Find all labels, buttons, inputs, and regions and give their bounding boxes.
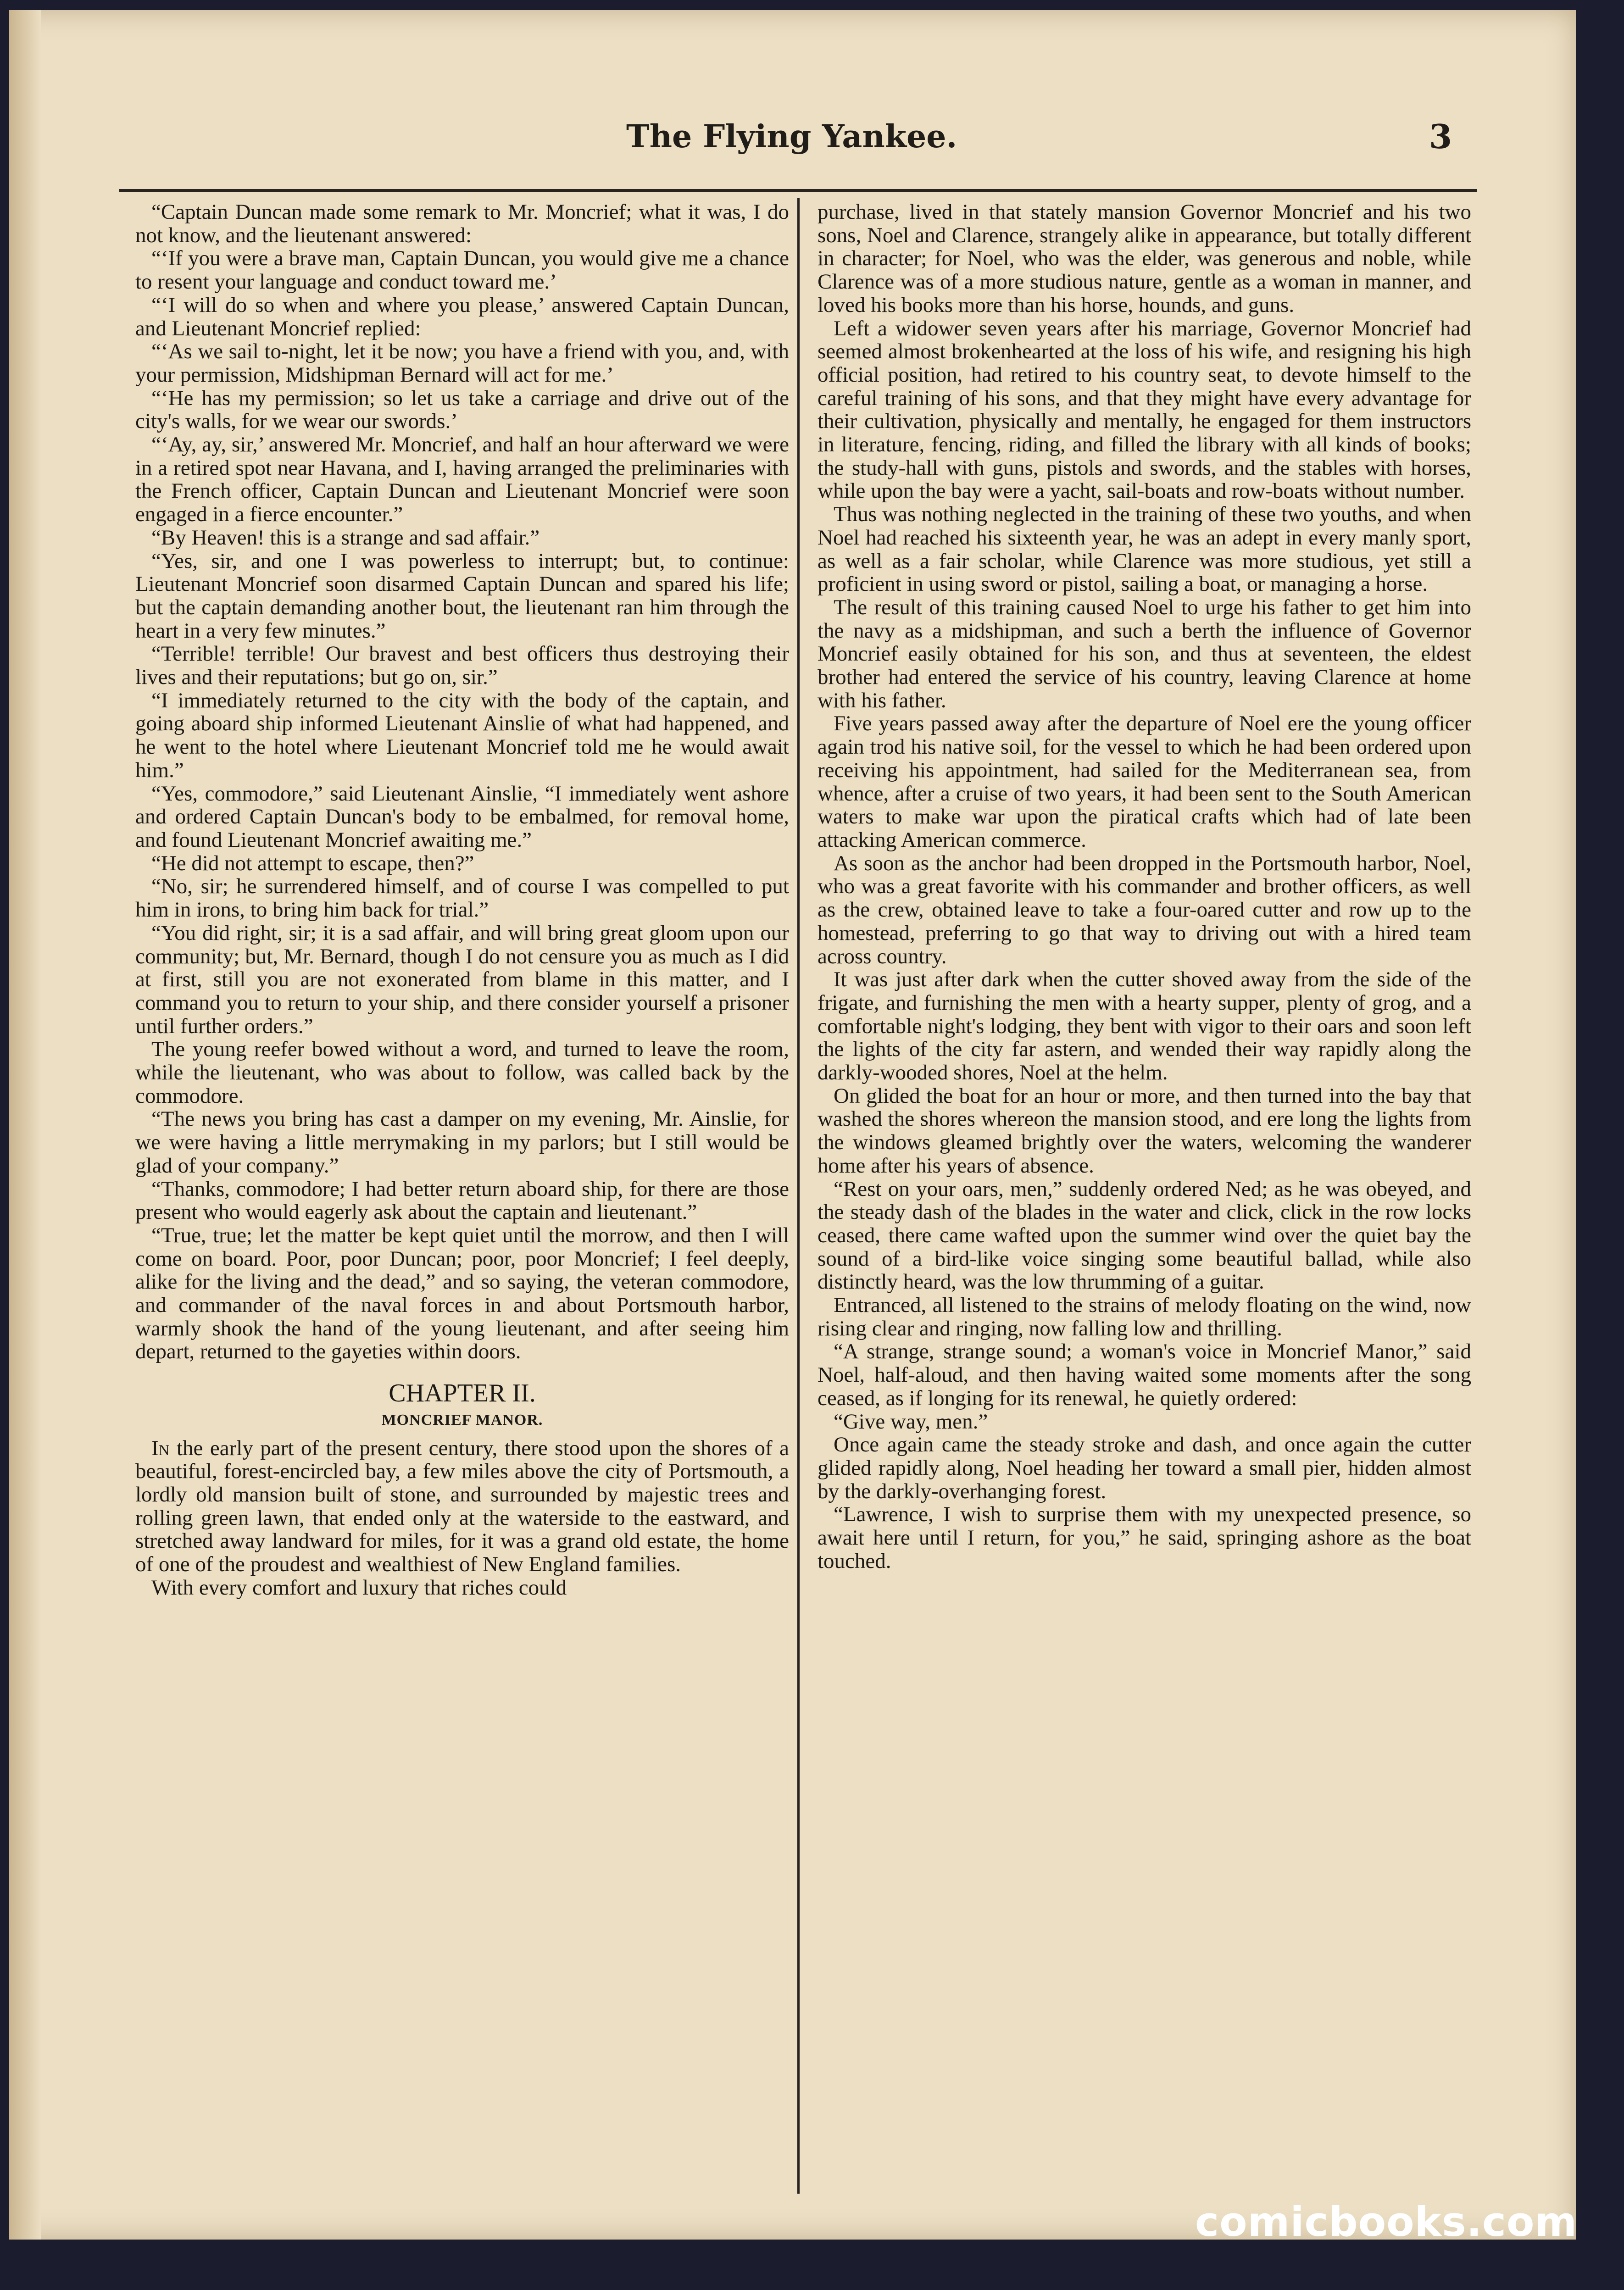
chapter-heading: CHAPTER II. <box>389 1379 536 1408</box>
paragraph: “Captain Duncan made some remark to Mr. Moncrief; what it was, I do not know, and the lieutenant answered: <box>135 200 789 247</box>
paragraph: “Rest on your oars, men,” suddenly ordered Ned; as he was obeyed, and the steady dash of the blades in the water and click, click in the row locks ceased, there came wafted upon the summer wind over the quiet bay the sound of a bird-like voice singing some beautiful ballad, while also distinctly heard, was the low thrumming of a guitar. <box>818 1177 1471 1294</box>
paragraph: “‘Ay, ay, sir,’ answered Mr. Moncrief, and half an hour afterward we were in a retired spot near Havana, and I, having arranged the preliminaries with the French officer, Captain Duncan and Lieutenant Moncrief were soon engaged in a fierce encounter.” <box>135 433 789 527</box>
paragraph: Once again came the steady stroke and dash, and once again the cutter glided rapidly along, Noel heading her toward a small pier, hidden almost by the darkly-overhanging forest. <box>818 1433 1471 1503</box>
paragraph: “He did not attempt to escape, then?” <box>151 851 474 875</box>
paragraph: Left a widower seven years after his marriage, Governor Moncrief had seemed almost brokenhearted at the loss of his wife, and resigning his high official position, had retired to his country seat, to devote himself to the careful training of his sons, and that they might have every advantage for their cultivation, physically and mentally, he engaged for them instructors in literature, fencing, riding, and filled the library with all kinds of books; the study-hall with guns, pistols and swords, and the stables with horses, while upon the bay were a yacht, sail-boats and row-boats without number. <box>818 316 1471 503</box>
column-divider <box>797 198 800 2194</box>
paragraph-text: the early part of the present century, there stood upon the shores of a beautiful, forest-encircled bay, a few miles above the city of Portsmouth, a lordly old mansion built of stone, and surrounded by majestic trees and rolling green lawn, that ended only at the waterside to the eastward, and stretched away landward for miles, for it was a grand old estate, the home of one of the proudest and wealthiest of New England families. <box>135 1436 789 1577</box>
paragraph: “Give way, men.” <box>834 1409 988 1434</box>
paragraph: “A strange, strange sound; a woman's voice in Moncrief Manor,” said Noel, half-aloud, and then having waited some moments after the song ceased, as if longing for its renewal, he quietly ordered: <box>818 1340 1471 1410</box>
page-number: 3 <box>1429 117 1452 156</box>
paragraph: “Yes, sir, and one I was powerless to interrupt; but, to continue: Lieutenant Moncrief soon disarmed Captain Duncan and spared his life; but the captain demanding another bout, the lieutenant ran him through the heart in a very few minutes.” <box>135 549 789 643</box>
magazine-page <box>9 10 1576 2240</box>
left-column <box>135 200 789 2187</box>
paragraph: Thus was nothing neglected in the training of these two youths, and when Noel had reached his sixteenth year, he was an adept in every manly sport, as well as a fair scholar, while Clarence was more studious, yet still a proficient in using sword or pistol, sailing a boat, or managing a horse. <box>818 502 1471 596</box>
paragraph: “Lawrence, I wish to surprise them with my unexpected presence, so await here until I return, for you,” he said, springing ashore as the boat touched. <box>818 1502 1471 1573</box>
paragraph: “The news you bring has cast a damper on my evening, Mr. Ainslie, for we were having a little merrymaking in my parlors; but I still would be glad of your company.” <box>135 1107 789 1178</box>
paragraph: “No, sir; he surrendered himself, and of course I was compelled to put him in irons, to bring him back for trial.” <box>135 874 789 922</box>
paragraph: “‘As we sail to-night, let it be now; you have a friend with you, and, with your permission, Midshipman Bernard will act for me.’ <box>135 339 789 387</box>
paragraph: “‘If you were a brave man, Captain Duncan, you would give me a chance to resent your language and conduct toward me.’ <box>135 246 789 294</box>
paragraph: “True, true; let the matter be kept quiet until the morrow, and then I will come on board. Poor, poor Duncan; poor, poor Moncrief; I feel deeply, alike for the living and the dead,” and so saying, the veteran commodore, and commander of the naval forces in and about Portsmouth harbor, warmly shook the hand of the young lieutenant, and after seeing him depart, returned to the gayeties within doors. <box>135 1223 789 1364</box>
paragraph: purchase, lived in that stately mansion Governor Moncrief and his two sons, Noel and Clarence, strangely alike in appearance, but totally different in character; for Noel, who was the elder, was generous and noble, while Clarence was of a more studious nature, gentle as a woman in manner, and loved his books more than his horse, hounds, and guns. <box>818 200 1471 317</box>
chapter-opening-paragraph <box>135 1437 789 1576</box>
right-column <box>818 200 1471 2187</box>
paragraph: Five years passed away after the departure of Noel ere the young officer again trod his native soil, for the vessel to which he had been ordered upon receiving his appointment, had sailed for the Mediterranean sea, from whence, after a cruise of two years, it had been sent to the South American waters to make war upon the piratical crafts which had of late been attacking American commerce. <box>818 711 1471 852</box>
paragraph: With every comfort and luxury that riches could <box>151 1575 567 1600</box>
paragraph: The result of this training caused Noel to urge his father to get him into the navy as a midshipman, and such a berth the influence of Governor Moncrief easily obtained for his son, and thus at seventeen, the eldest brother had entered the service of his country, leaving Clarence at home with his father. <box>818 595 1471 712</box>
paragraph: “Terrible! terrible! Our bravest and best officers thus destroying their lives and their reputations; but go on, sir.” <box>135 642 789 689</box>
header-rule <box>119 189 1477 192</box>
paragraph: The young reefer bowed without a word, and turned to leave the room, while the lieutenant, who was about to follow, was called back by the commodore. <box>135 1037 789 1108</box>
drop-word: In <box>151 1436 170 1460</box>
paragraph: As soon as the anchor had been dropped in the Portsmouth harbor, Noel, who was a great favorite with his commander and brother officers, as well as the crew, obtained leave to take a four-oared cutter and row up to the homestead, preferring to go that way to driving out with a hired team across country. <box>818 851 1471 968</box>
running-title: The Flying Yankee. <box>626 118 957 155</box>
chapter-subheading: MONCRIEF MANOR. <box>381 1411 543 1428</box>
paragraph: “‘He has my permission; so let us take a carriage and drive out of the city's walls, for we wear our swords.’ <box>135 386 789 434</box>
paragraph: “Thanks, commodore; I had better return aboard ship, for there are those present who would eagerly ask about the captain and lieutenant.” <box>135 1177 789 1224</box>
paragraph: It was just after dark when the cutter shoved away from the side of the frigate, and furnishing the men with a hearty supper, plenty of grog, and a comfortable night's lodging, they bent with vigor to their oars and soon left the lights of the city far astern, and wended their way rapidly along the darkly-wooded shores, Noel at the helm. <box>818 967 1471 1085</box>
paragraph: “‘I will do so when and where you please,’ answered Captain Duncan, and Lieutenant Moncrief replied: <box>135 293 789 340</box>
paragraph: “You did right, sir; it is a sad affair, and will bring great gloom upon our community; but, Mr. Bernard, though I do not censure you as much as I did at first, still you are not exonerated from blame in this matter, and I command you to return to your ship, and there consider yourself a prisoner until further orders.” <box>135 921 789 1038</box>
paragraph: On glided the boat for an hour or more, and then turned into the bay that washed the shores whereon the mansion stood, and ere long the lights from the windows gleamed brightly over the waters, welcoming the wanderer home after his years of absence. <box>818 1084 1471 1178</box>
site-watermark: comicbooks.com <box>1195 2198 1578 2246</box>
paragraph: “By Heaven! this is a strange and sad affair.” <box>151 525 540 550</box>
paragraph: “I immediately returned to the city with the body of the captain, and going aboard ship informed Lieutenant Ainslie of what had happened, and he went to the hotel where Lieutenant Moncrief told me he would await him.” <box>135 688 789 782</box>
paragraph: “Yes, commodore,” said Lieutenant Ainslie, “I immediately went ashore and ordered Captain Duncan's body to be embalmed, for removal home, and found Lieutenant Moncrief awaiting me.” <box>135 781 789 852</box>
page-header <box>9 110 1576 165</box>
page-edge-shadow <box>9 10 41 2240</box>
paragraph: Entranced, all listened to the strains of melody floating on the wind, now rising clear and ringing, now falling low and thrilling. <box>818 1293 1471 1340</box>
